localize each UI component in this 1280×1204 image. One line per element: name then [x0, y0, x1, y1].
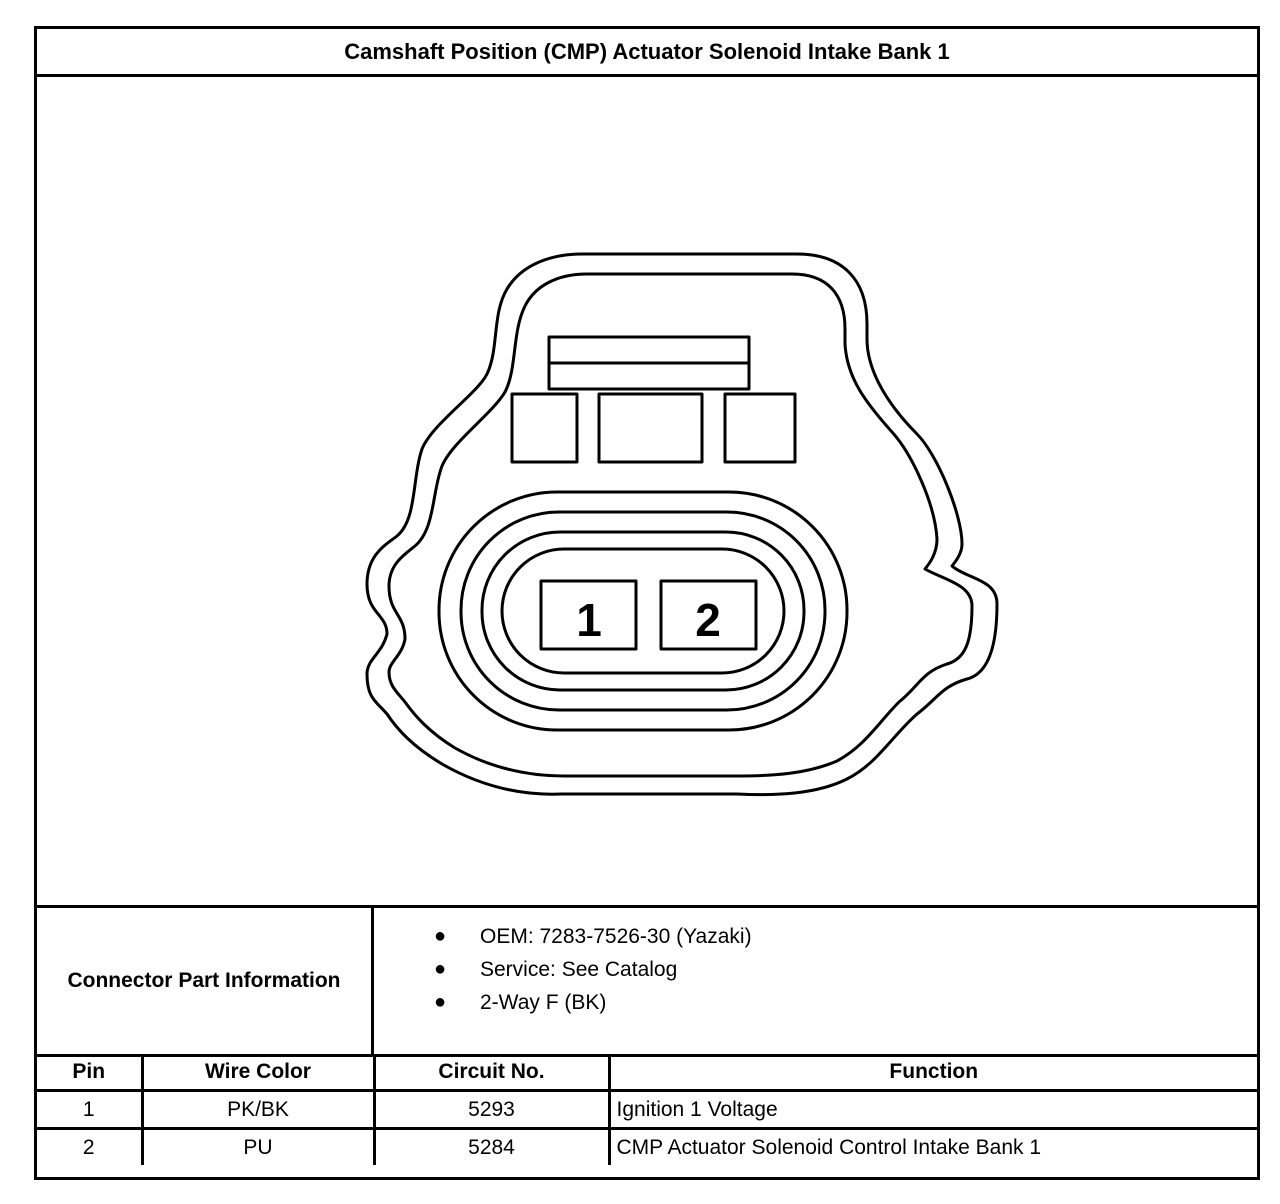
terminal-label-2: 2 [695, 594, 721, 646]
latch-post-left [512, 394, 577, 462]
part-info-list [374, 908, 1257, 1054]
connector-face-drawing [37, 74, 1257, 905]
bullet-icon: ● [434, 991, 447, 1013]
header-pin: Pin [37, 1054, 142, 1091]
cell-function: Ignition 1 Voltage [609, 1091, 1257, 1129]
cell-circuit: 5284 [374, 1129, 609, 1166]
part-info-label: Connector Part Information [37, 908, 374, 1054]
page-title: Camshaft Position (CMP) Actuator Solenoid Intake Bank 1 [37, 29, 1257, 77]
cell-wire-color: PK/BK [142, 1091, 374, 1129]
part-info-item: ● 2-Way F (BK) [434, 986, 752, 1019]
pin-table [37, 1054, 1257, 1165]
table-row [37, 1091, 1257, 1129]
part-info-item: ● OEM: 7283-7526-30 (Yazaki) [434, 920, 752, 953]
part-info-item: ● Service: See Catalog [434, 953, 752, 986]
table-row [37, 1129, 1257, 1166]
cell-pin: 1 [37, 1091, 142, 1129]
bullet-icon: ● [434, 925, 447, 947]
connector-face-diagram [37, 74, 1257, 908]
cavity-ring-middle [461, 512, 825, 710]
latch-post-right [725, 394, 795, 462]
cell-pin: 2 [37, 1129, 142, 1166]
header-wire-color: Wire Color [142, 1054, 374, 1091]
cell-circuit: 5293 [374, 1091, 609, 1129]
header-function: Function [609, 1054, 1257, 1091]
header-circuit-no: Circuit No. [374, 1054, 609, 1091]
cavity-ring-outer [439, 492, 847, 730]
connector-part-info-row [37, 908, 1257, 1057]
terminal-label-1: 1 [576, 594, 602, 646]
latch-post-center [599, 394, 702, 462]
pin-table-header [37, 1054, 1257, 1091]
housing-outer-outline [367, 254, 997, 795]
bullet-icon: ● [434, 958, 447, 980]
cell-wire-color: PU [142, 1129, 374, 1166]
connector-sheet [34, 26, 1260, 1180]
cell-function: CMP Actuator Solenoid Control Intake Bank 1 [609, 1129, 1257, 1166]
